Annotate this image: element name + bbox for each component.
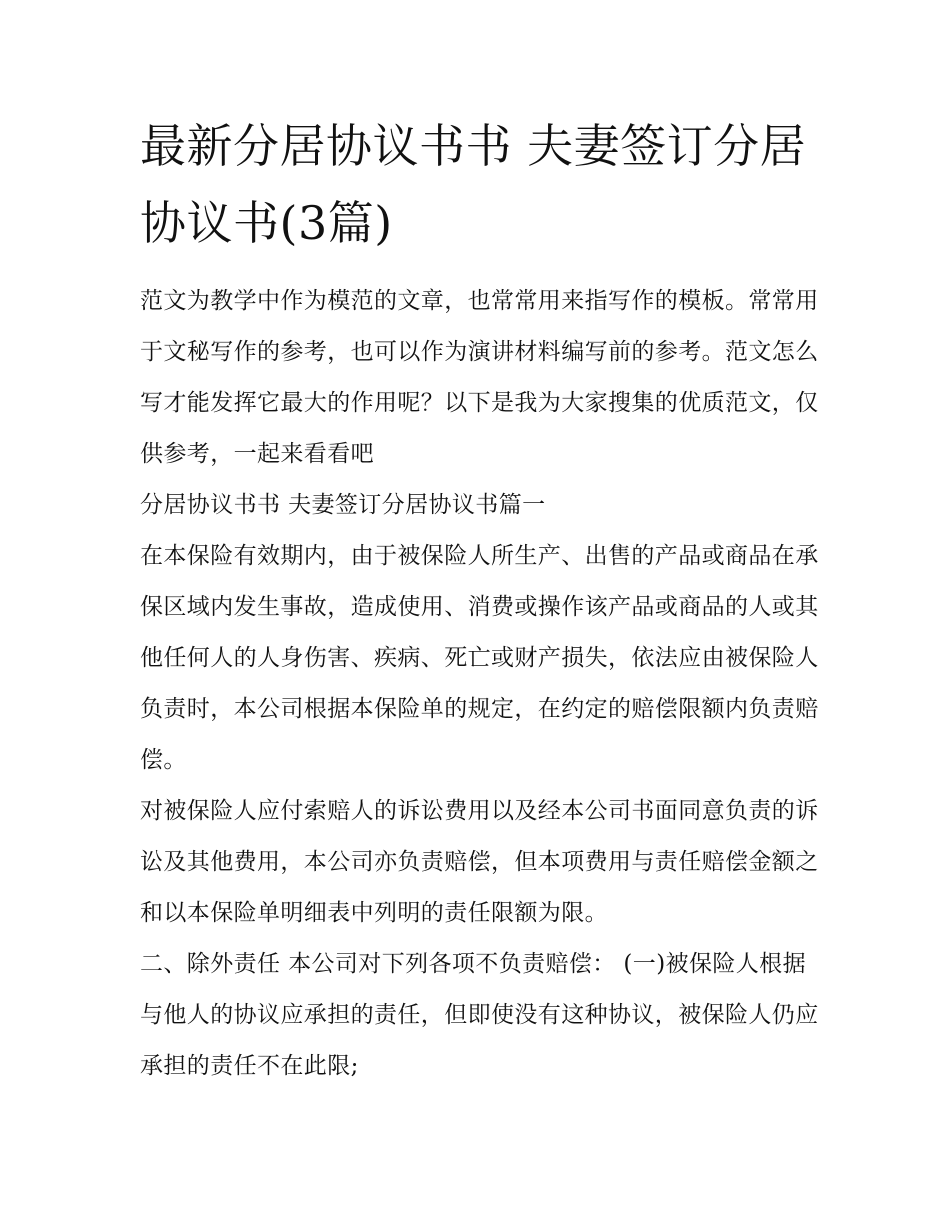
litigation-costs-paragraph: 对被保险人应付索赔人的诉讼费用以及经本公司书面同意负责的诉讼及其他费用，本公司亦负责赔偿，但本项费用与责任赔偿金额之和以本保险单明细表中列明的责任限额为限。: [140, 798, 819, 926]
document-title: 最新分居协议书书 夫妻签订分居协议书(3篇): [140, 119, 807, 250]
intro-paragraph: 范文为教学中作为模范的文章，也常常用来指写作的模板。常常用于文秘写作的参考，也可以作为演讲材料编写前的参考。范文怎么写才能发挥它最大的作用呢？以下是我为大家搜集的优质范文，仅供参考，一起来看看吧: [140, 288, 819, 467]
exclusions-paragraph: 二、除外责任 本公司对下列各项不负责赔偿： (一)被保险人根据与他人的协议应承担的责任，但即使没有这种协议，被保险人仍应承担的责任不在此限;: [140, 951, 819, 1079]
liability-paragraph: 在本保险有效期内，由于被保险人所生产、出售的产品或商品在承保区域内发生事故，造成使用、消费或操作该产品或商品的人或其他任何人的人身伤害、疾病、死亡或财产损失，依法应由被保险人负责时，本公司根据本保险单的规定，在约定的赔偿限额内负责赔偿。: [140, 543, 819, 773]
document-body: [140, 276, 820, 1092]
section-heading: 分居协议书书 夫妻签订分居协议书篇一: [140, 492, 546, 518]
